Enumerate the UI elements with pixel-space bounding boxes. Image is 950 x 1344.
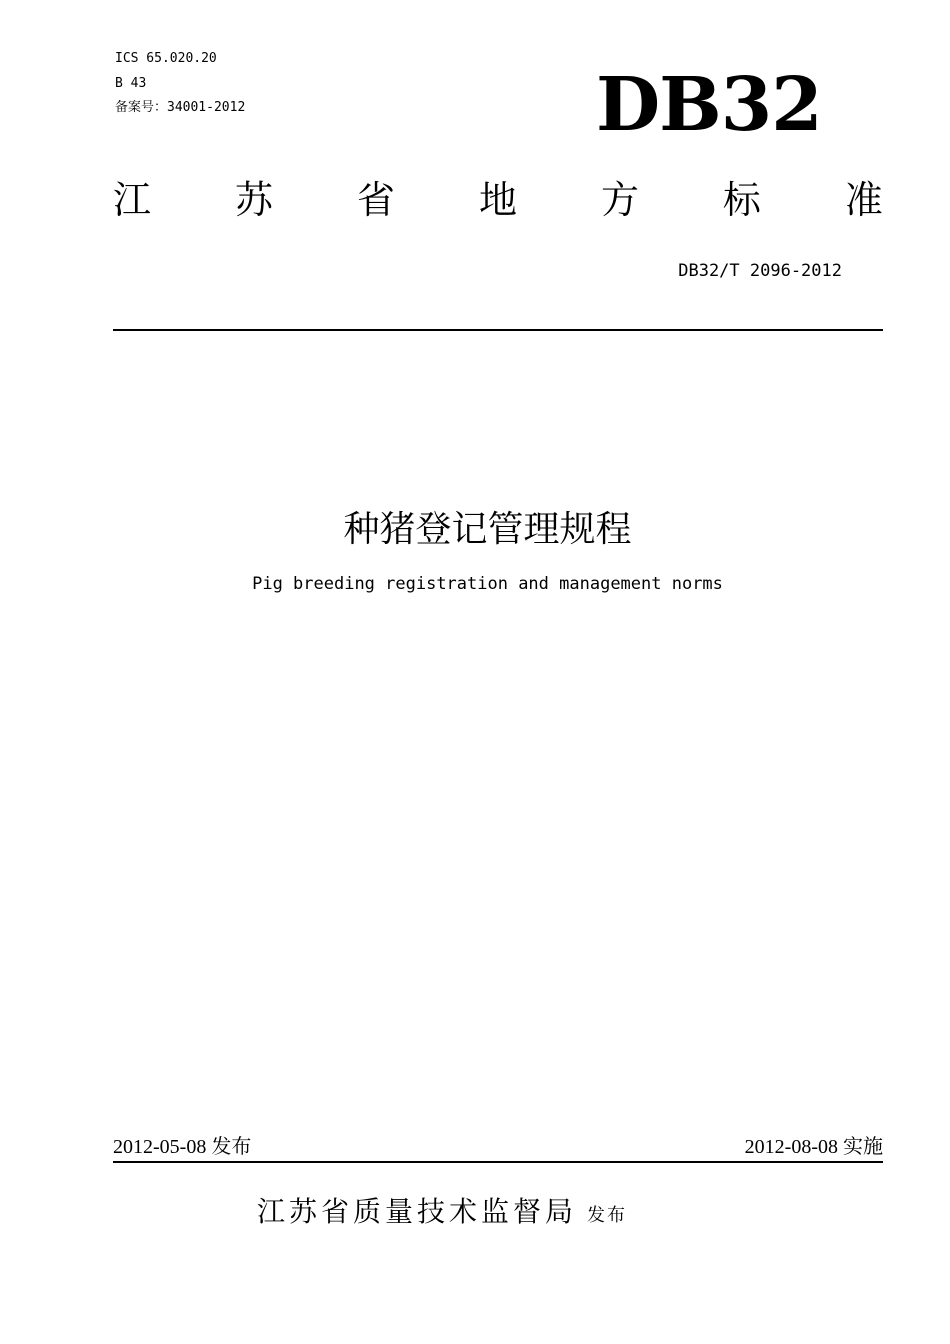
top-rule: [113, 329, 883, 331]
ccs-code: B 43: [115, 76, 147, 91]
banner-char: 地: [478, 178, 517, 222]
title-chinese: 种猪登记管理规程: [343, 509, 632, 550]
release-date: 2012-05-08 发布: [113, 1136, 252, 1158]
implementation-date: 2012-08-08 实施: [744, 1136, 883, 1158]
standard-logo: DB32: [596, 62, 822, 148]
record-number: 备案号：34001-2012: [115, 100, 246, 115]
issuer-suffix: 发布: [587, 1205, 628, 1226]
banner-char: 标: [722, 178, 761, 222]
title-english: Pig breeding registration and management norms: [252, 574, 723, 594]
banner-char: 方: [600, 178, 639, 222]
ics-code: ICS 65.020.20: [115, 51, 217, 66]
banner-char: 江: [113, 178, 152, 222]
banner-char: 苏: [234, 178, 273, 222]
issuer-organization: 江苏省质量技术监督局: [257, 1195, 578, 1228]
bottom-rule: [113, 1161, 883, 1163]
issuer-line: [257, 1190, 627, 1230]
banner-char: 准: [844, 178, 883, 222]
banner-char: 省: [356, 178, 395, 222]
standard-banner: [113, 174, 883, 226]
standard-number: DB32/T 2096-2012: [678, 261, 842, 281]
